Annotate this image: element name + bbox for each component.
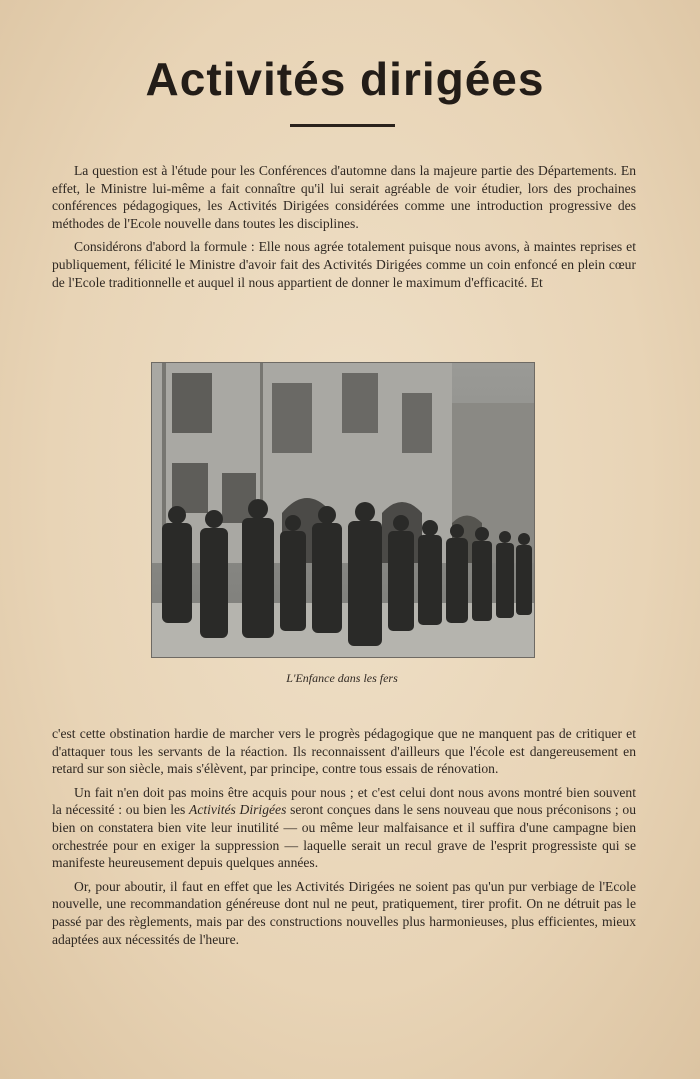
paragraph-fait-end: seront conçues dans le sens nouveau que nous préconisons ; ou bien on constatera bien vite leur inutilité — ou même leur malfaisance et il suffira d'une campagne bien orchestrée pour en exiger la suppression — laquelle serait un recul grave de l'esprit progressiste qui se manifeste heureusement depuis quelques années. bbox=[52, 802, 636, 871]
photo-caption: L'Enfance dans les fers bbox=[286, 671, 398, 685]
article-text-top bbox=[52, 162, 636, 297]
paragraph-intro: La question est à l'étude pour les Conférences d'automne dans la majeure partie des Départements. En effet, le Ministre lui-même a fait connaître qu'il lui serait agréable de voir étudier, lors des prochaines conférences pédagogiques, les Activités Dirigées considérées comme une introduction progressive des méthodes de l'Ecole nouvelle dans toutes les disciplines. bbox=[52, 163, 636, 231]
paragraph-aboutir: Or, pour aboutir, il faut en effet que les Activités Dirigées ne soient pas qu'un pur verbiage de l'Ecole nouvelle, une recommandation généreuse dont nul ne peut, pratiquement, tirer profit. On ne détruit pas le passé par des règlements, mais par des constructions nouvelles plus harmonieuses, plus efficientes, mieux adaptées aux nécessités de l'heure. bbox=[52, 878, 636, 947]
article-text-bottom bbox=[52, 725, 636, 954]
paragraph-fait-italic-term: Activités Dirigées bbox=[189, 802, 287, 818]
paragraph-fait bbox=[52, 784, 636, 872]
paragraph-fait-start: Un fait n'en doit pas moins être acquis pour nous ; et c'est celui dont nous avons montré bien souvent la nécessité : ou bien les bbox=[52, 784, 636, 818]
title-underline-rule bbox=[290, 124, 395, 127]
article-photo bbox=[151, 362, 535, 658]
photo-marching-children-image bbox=[152, 363, 534, 657]
article-title: Activités dirigées bbox=[145, 53, 545, 105]
paragraph-continued: c'est cette obstination hardie de marcher vers le progrès pédagogique que ne manquent pas de critiquer et d'attaquer tous les servants de la réaction. Ils reconnaissent d'ailleurs que l'école est dangereusement en retard sur son siècle, mais s'élèvent, par principe, contre tous essais de rénovation. bbox=[52, 726, 636, 777]
paragraph-formule: Considérons d'abord la formule : Elle nous agrée totalement puisque nous avons, à maintes reprises et publiquement, félicité le Ministre d'avoir fait des Activités Dirigées comme un coin enfoncé en plein cœur de l'Ecole traditionnelle et auquel il nous appartient de donner le maximum d'efficacité. Et bbox=[52, 239, 636, 290]
